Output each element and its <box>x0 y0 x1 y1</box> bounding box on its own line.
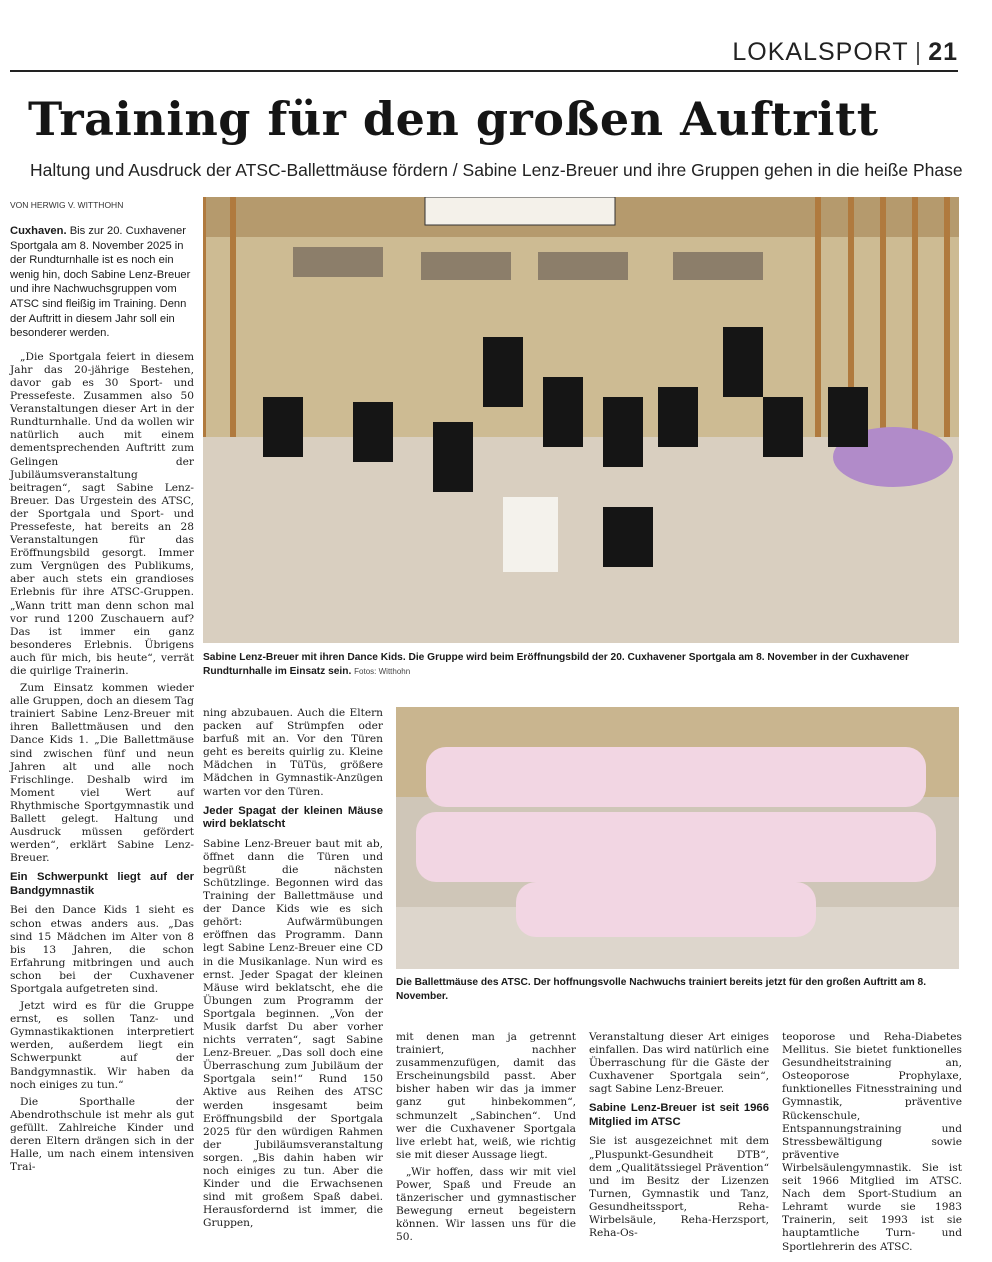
caption-photo-2: Die Ballettmäuse des ATSC. Der hoffnungsvolle Nachwuchs trainiert bereits jetzt für den großen Auftritt am 8. November. <box>396 977 927 1002</box>
paragraph: Bei den Dance Kids 1 sieht es schon etwas anders aus. „Das sind 15 Mädchen im Alter von 8 bis 13 Jahren, die schon Erfahrung mitbringen und auch schon bei der Cuxhavener Sportgala aufgetreten sind. <box>10 904 194 995</box>
subheading: Jeder Spagat der kleinen Mäuse wird beklatscht <box>203 804 383 831</box>
article-column-3 <box>396 1031 576 1249</box>
section-separator: | <box>914 38 923 66</box>
caption-photo-1 <box>203 651 959 679</box>
header-rule <box>10 70 958 72</box>
lead-place: Cuxhaven. <box>10 225 67 237</box>
paragraph: Sie ist ausgezeichnet mit dem „Pluspunkt-Gesundheit DTB“, dem „Qualitätssiegel Prävention“ und im Besitz der Lizenzen Turnen, Gymnastik und Tanz, Gesundheitssport, Reha-Wirbelsäule, Reha-Herzsport, Reha-Os- <box>589 1135 769 1240</box>
paragraph: Veranstaltung dieser Art einiges einfallen. Das wird natürlich eine Überraschung für die Gäste der Cuxhavener Sportgala sein“, sagt Sabine Lenz-Breuer. <box>589 1031 769 1096</box>
paragraph: mit denen man ja getrennt trainiert, nachher zusammenzufügen, damit das Erscheinungsbild passt. Aber bisher haben wir das ja immer ganz gut hinbekommen“, schmunzelt „Sabinchen“. Und wer die Cuxhavener Sportgala live erlebt hat, weiß, wie richtig sie mit dieser Aussage liegt. <box>396 1031 576 1161</box>
lead-text: Bis zur 20. Cuxhavener Sportgala am 8. November 2025 in der Rundturnhalle ist es noch ein wenig hin, doch Sabine Lenz-Breuer und ihre Nachwuchsgruppen vom ATSC sind fleißig im Training. Denn der Auftritt in diesem Jahr soll ein besonderer werden. <box>10 225 191 340</box>
caption-text: Sabine Lenz-Breuer mit ihren Dance Kids. Die Gruppe wird beim Eröffnungsbild der 20. Cuxhavener Sportgala am 8. November in der Cuxhavener Rundturnhalle im Einsatz sein. <box>203 652 909 677</box>
paragraph: „Die Sportgala feiert in diesem Jahr das 20-jährige Bestehen, davor gab es 30 Sport- und Pressefeste. Zusammen also 50 Veranstaltungen dieser Art in der Rundturnhalle. Und da wollen wir natürlich auch mit einem dementsprechenden Auftritt zum Gelingen der Jubiläumsveranstaltung beitragen“, sagt Sabine Lenz-Breuer. Das Urgestein des ATSC, der Sportgala und Sport- und Pressefeste, hat bereits an 28 Veranstaltungen für das Eröffnungsbild gesorgt. Immer zum Vergnügen des Publikums, aber auch stets ein grandioses Erlebnis für ihre ATSC-Gruppen. „Wann tritt man denn schon mal vor rund 1200 Zuschauern auf? Das ist immer ein ganz besonderes Erlebnis. Übrigens auch für mich, bis heute“, verrät die quirlige Trainerin. <box>10 350 194 677</box>
photo-dance-kids <box>203 197 959 643</box>
paragraph: ning abzubauen. Auch die Eltern packen auf Strümpfen oder barfuß mit an. Vor den Türen geht es bereits quirlig zu. Kleine Mädchen in TüTüs, größere Mädchen in Gymnastik-Anzügen warten vor den Türen. <box>203 707 383 798</box>
section-header <box>732 38 958 67</box>
byline: VON HERWIG V. WITTHOHN <box>10 200 124 210</box>
photo-credit: Fotos: Witthohn <box>354 667 411 676</box>
paragraph: teoporose und Reha-Diabetes Mellitus. Sie bietet funktionelles Gesundheitstraining an, Osteoporose Prophylaxe, funktionelles Fitnesstraining und Gymnastik, präventive Rückenschule, Entspannungstraining und Stressbewältigung sowie präventive Wirbelsäulengymnastik. Sie ist seit 1966 Mitglied im ATSC. Nach dem Sport-Studium an Lehramt wurde sie 1983 Trainerin, seit 1993 ist sie hauptamtliche Turn- und Sportlehrerin des ATSC. <box>782 1031 962 1253</box>
article-column-4 <box>589 1031 769 1244</box>
subheadline: Haltung und Ausdruck der ATSC-Ballettmäuse fördern / Sabine Lenz-Breuer und ihre Gruppen gehen in die heiße Phase <box>30 160 963 180</box>
subheading: Ein Schwerpunkt liegt auf der Bandgymnastik <box>10 871 194 897</box>
paragraph: Die Sporthalle der Abendrothschule ist mehr als gut gefüllt. Zahlreiche Kinder und deren Eltern drängen sich in der Halle, um nach einem intensiven Trai- <box>10 1095 194 1174</box>
article-column-5 <box>782 1031 962 1258</box>
paragraph: Zum Einsatz kommen wieder alle Gruppen, doch an diesem Tag trainiert Sabine Lenz-Breuer mit ihren Ballettmäusen und den Dance Kids 1. „Die Ballettmäuse sind zwischen fünf und neun Jahren alt und alle noch Frischlinge. Deshalb wird im Moment viel Wert auf Rhythmische Sportgymnastik und Ballett gelegt. Haltung und Ausdruck müssen gefördert werden“, erklärt Sabine Lenz-Breuer. <box>10 682 194 865</box>
paragraph: Jetzt wird es für die Gruppe ernst, es sollen Tanz- und Gymnastikaktionen interpretiert werden, außerdem liegt ein Schwerpunkt auf der Bandgymnastik. Wir haben da noch einiges zu tun.“ <box>10 1000 194 1091</box>
section-name: LOKALSPORT <box>732 38 909 66</box>
page-number: 21 <box>928 38 958 66</box>
article-column-1 <box>10 224 194 1178</box>
photo-ballet-mice <box>396 707 959 969</box>
article-column-2 <box>203 707 383 1234</box>
paragraph: Sabine Lenz-Breuer baut mit ab, öffnet dann die Türen und begrüßt die nächsten Schützlinge. Begonnen wird das Training der Ballettmäuse und der Dance Kids wie es sich gehört: Aufwärmübungen eröffnen das Programm. Dann legt Sabine Lenz-Breuer eine CD in die Musikanlage. Nun wird es ernst. Jeder Spagat der kleinen Mäuse wird beklatscht, ehe die Übungen zum Programm der Sportgala beginnen. „Von der Musik darfst Du aber vorher nichts verraten“, sagt Sabine Lenz-Breuer. „Das soll doch eine Überraschung zum Jubiläum der Sportgala sein!“ Rund 150 Aktive aus Reihen des ATSC werden insgesamt beim Eröffnungsbild der Sportgala 2025 für den würdigen Rahmen der Jubiläumsveranstaltung sorgen. „Bis dahin haben wir noch einiges zu tun. Aber die Kinder und die Erwachsenen sind mit großem Spaß dabei. Herausfordernd ist immer, die Gruppen, <box>203 837 383 1230</box>
paragraph: „Wir hoffen, dass wir mit viel Power, Spaß und Freude an tänzerischer und gymnastischer Bewegung erneut begeistern können. Wir lassen uns für die 50. <box>396 1165 576 1244</box>
subheading: Sabine Lenz-Breuer ist seit 1966 Mitglied im ATSC <box>589 1102 769 1128</box>
headline: Training für den großen Auftritt <box>28 92 879 146</box>
article-lead <box>10 224 194 341</box>
